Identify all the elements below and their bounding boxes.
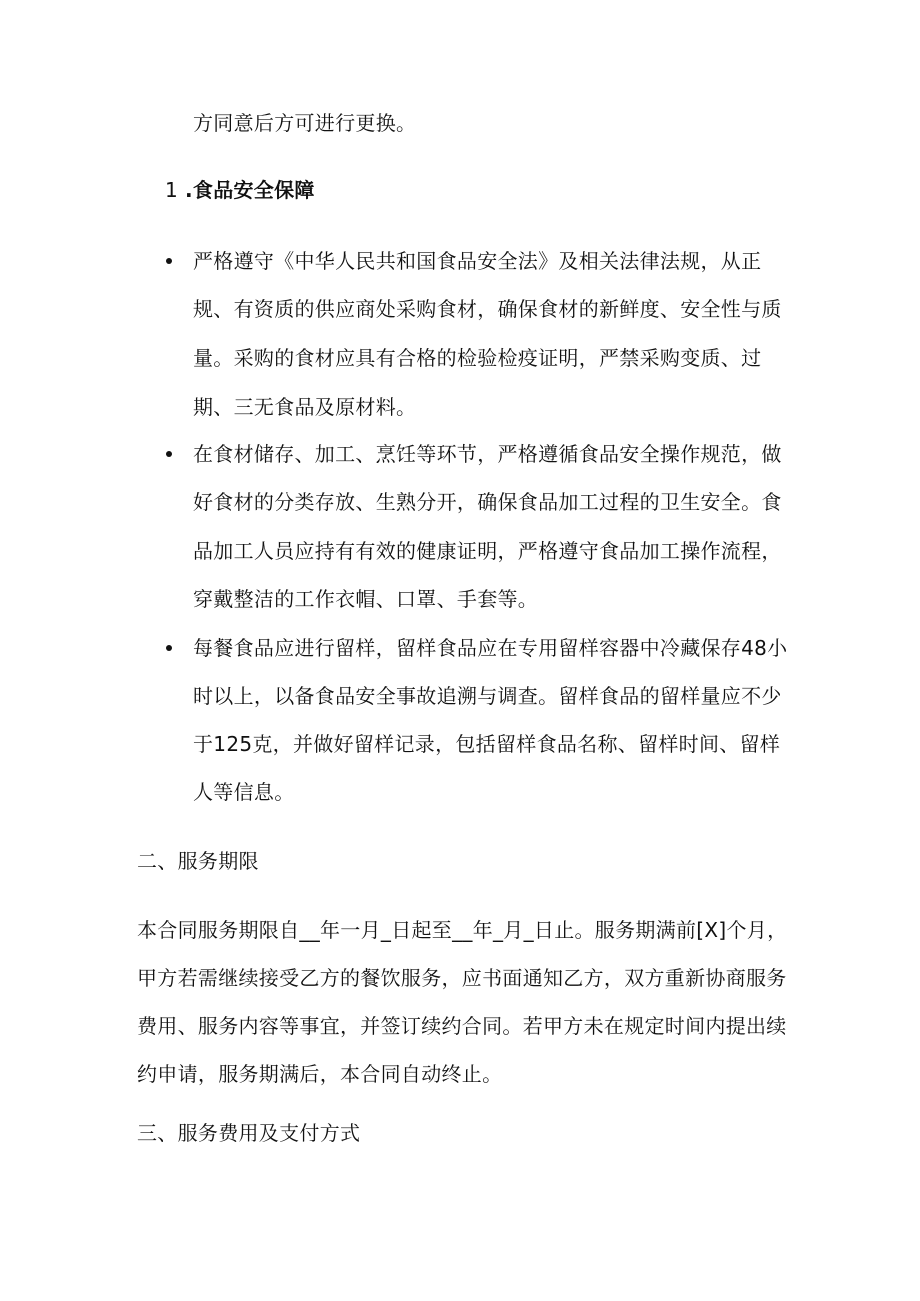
section-2-line-3: 费用、服务内容等事宜，并签订续约合同。若甲方未在规定时间内提出续 — [137, 1014, 787, 1038]
bullet-1-line-1: 严格遵守《中华人民共和国食品安全法》及相关法律法规，从正 — [193, 249, 762, 273]
bullet-3-line-1: 每餐食品应进行留样，留样食品应在专用留样容器中冷藏保存48小 — [193, 636, 788, 660]
bullet-icon — [166, 645, 172, 651]
section-3-heading: 三、服务费用及支付方式 — [137, 1121, 361, 1145]
bullet-3-line-3: 于125克，并做好留样记录，包括留样食品名称、留样时间、留样 — [193, 732, 781, 756]
section-1-title: .食品安全保障 — [185, 178, 315, 202]
bullet-1-line-4: 期、三无食品及原材料。 — [193, 395, 417, 419]
bullet-icon — [166, 258, 172, 264]
bullet-2-line-2: 好食材的分类存放、生熟分开，确保食品加工过程的卫生安全。食 — [193, 490, 782, 514]
section-1-number: 1 — [165, 178, 179, 202]
bullet-3-line-2: 时以上，以备食品安全事故追溯与调查。留样食品的留样量应不少 — [193, 684, 782, 708]
bullet-2-line-1: 在食材储存、加工、烹饪等环节，严格遵循食品安全操作规范，做 — [193, 442, 782, 466]
bullet-1-line-3: 量。采购的食材应具有合格的检验检疫证明，严禁采购变质、过 — [193, 346, 762, 370]
section-2-heading: 二、服务期限 — [137, 849, 259, 873]
bullet-2-line-3: 品加工人员应持有有效的健康证明，严格遵守食品加工操作流程， — [193, 539, 782, 563]
bullet-3-line-4: 人等信息。 — [193, 780, 295, 804]
continuation-line: 方同意后方可进行更换。 — [193, 111, 417, 135]
section-2-line-2: 甲方若需继续接受乙方的餐饮服务，应书面通知乙方，双方重新协商服务 — [137, 966, 787, 990]
bullet-2-line-4: 穿戴整洁的工作衣帽、口罩、手套等。 — [193, 587, 539, 611]
bullet-icon — [166, 451, 172, 457]
section-2-line-4: 约申请，服务期满后，本合同自动终止。 — [137, 1062, 503, 1086]
section-2-line-1: 本合同服务期限自__年一月_日起至__年_月_日止。服务期满前[X]个月， — [137, 918, 788, 942]
bullet-1-line-2: 规、有资质的供应商处采购食材，确保食材的新鲜度、安全性与质 — [193, 297, 782, 321]
